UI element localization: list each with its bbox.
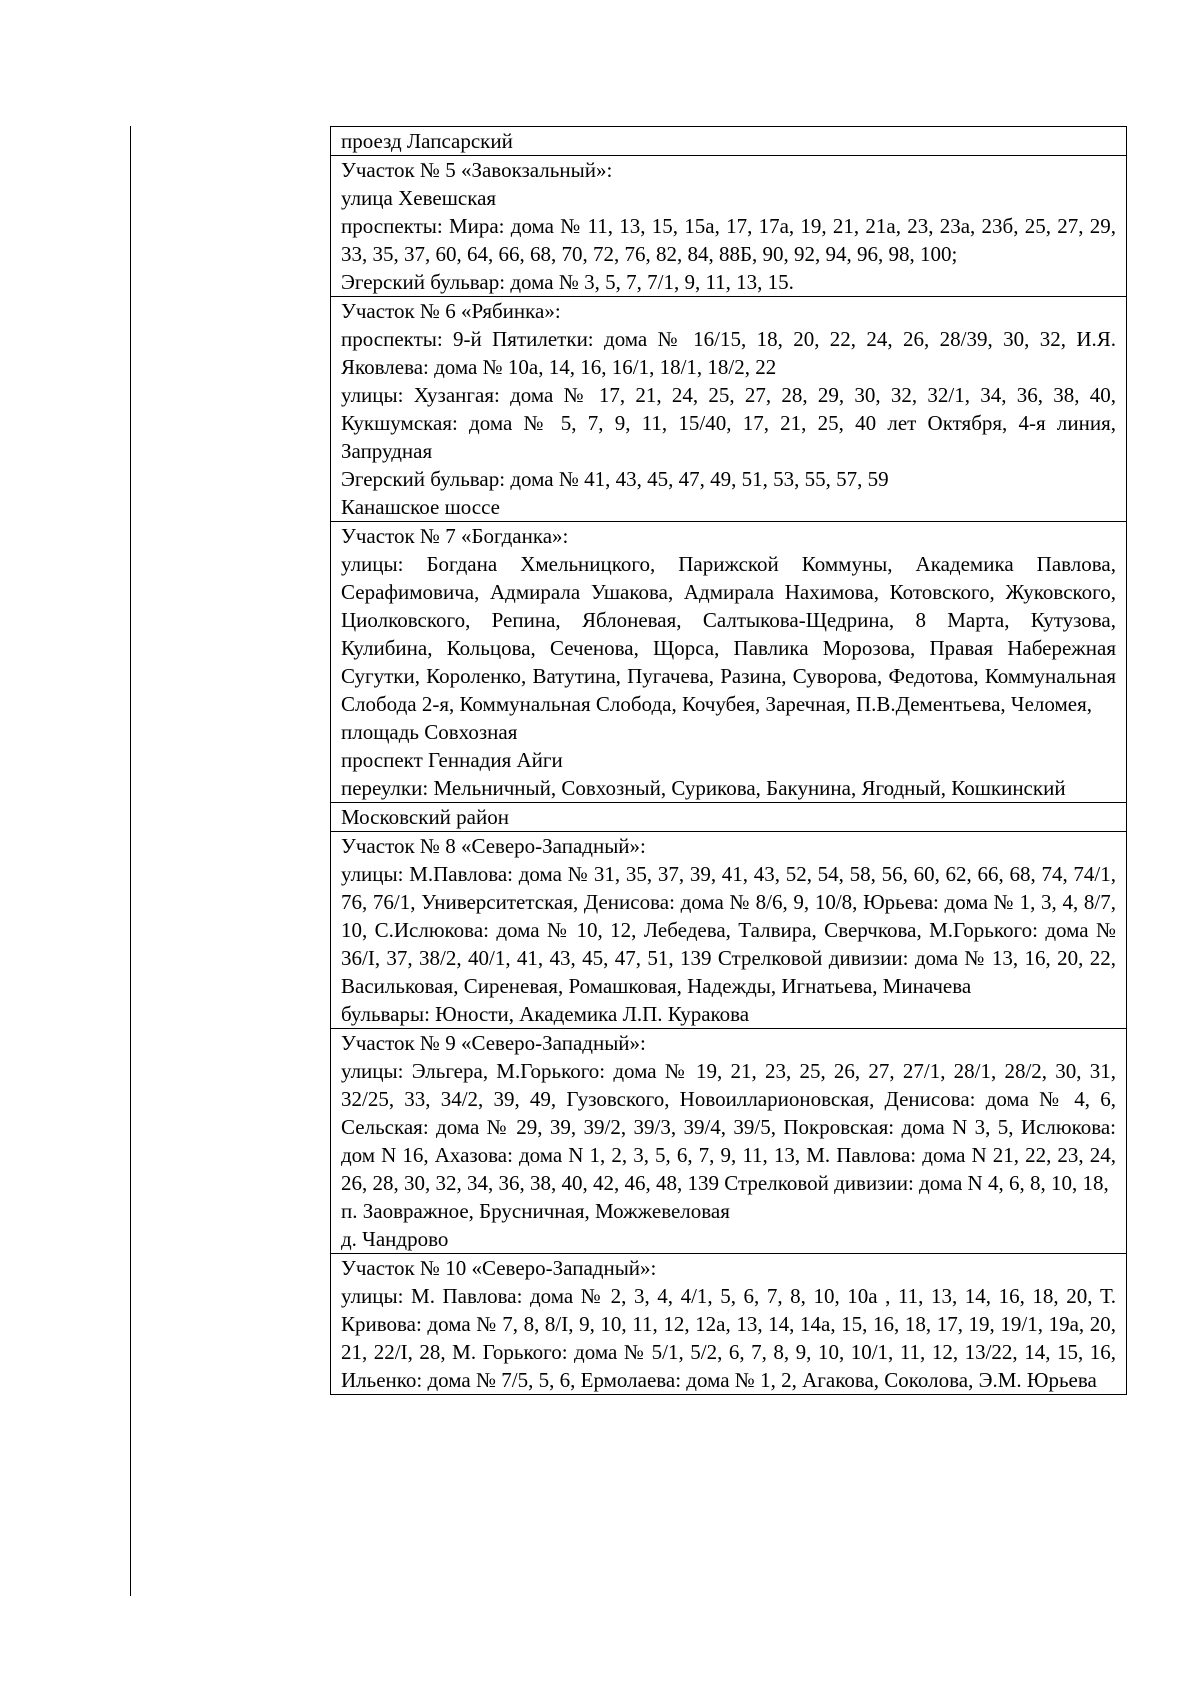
cell-line: проспекты: 9-й Пятилетки: дома № 16/15, 18, 20, 22, 24, 26, 28/39, 30, 32, И.Я. Яковлева: дома № 10а, 14, 16, 16/1, 18/1, 18/2, 22	[341, 327, 1116, 379]
table-cell	[331, 127, 1127, 156]
table-cell	[331, 156, 1127, 297]
cell-line: улицы: Хузангая: дома № 17, 21, 24, 25, 27, 28, 29, 30, 32, 32/1, 34, 36, 38, 40, Кукшумская: дома № 5, 7, 9, 11, 15/40, 17, 21, 25, 40 лет Октября, 4-я линия, Запрудная	[341, 383, 1116, 463]
table-cell	[331, 832, 1127, 1029]
table-cell	[331, 1254, 1127, 1395]
cell-line: Канашское шоссе	[341, 495, 500, 519]
table-cell	[331, 522, 1127, 803]
cell-line: п. Заовражное, Брусничная, Можжевеловая	[341, 1199, 730, 1223]
cell-line: улицы: Богдана Хмельницкого, Парижской Коммуны, Академика Павлова, Серафимовича, Адмирала Ушакова, Адмирала Нахимова, Котовского, Жуковского, Циолковского, Репина, Яблоневая, Салтыкова-Щедрина, 8 Марта, Кутузова, Кулибина, Кольцова, Сеченова, Щорса, Павлика Морозова, Правая Набережная Сугутки, Короленко, Ватутина, Пугачева, Разина, Суворова, Федотова, Коммунальная Слобода 2-я, Коммунальная Слобода, Кочубея, Заречная, П.В.Дементьева, Челомея,	[341, 552, 1116, 716]
cell-line: переулки: Мельничный, Совхозный, Сурикова, Бакунина, Ягодный, Кошкинский	[341, 776, 1066, 800]
section-title: Участок № 7 «Богданка»:	[341, 524, 569, 548]
table-row	[331, 1029, 1127, 1254]
table-row	[331, 156, 1127, 297]
districts-table	[330, 126, 1127, 1395]
cell-line: Эгерский бульвар: дома № 41, 43, 45, 47, 49, 51, 53, 55, 57, 59	[341, 467, 889, 491]
section-title: Участок № 10 «Северо-Западный»:	[341, 1256, 657, 1280]
cell-line: бульвары: Юности, Академика Л.П. Куракова	[341, 1002, 750, 1026]
cell-line: д. Чандрово	[341, 1227, 449, 1251]
section-title: Участок № 8 «Северо-Западный»:	[341, 834, 646, 858]
table-cell	[331, 1029, 1127, 1254]
cell-line: улицы: М. Павлова: дома № 2, 3, 4, 4/1, 5, 6, 7, 8, 10, 10а , 11, 13, 14, 16, 18, 20, Т. Кривова: дома № 7, 8, 8/I, 9, 10, 11, 12, 12а, 13, 14, 14а, 15, 16, 18, 17, 19, 19/1, 19а, 20, 21, 22/I, 28, М. Горького: дома № 5/1, 5/2, 6, 7, 8, 9, 10, 10/1, 11, 12, 13/22, 14, 15, 16, Ильенко: дома № 7/5, 5, 6, Ермолаева: дома № 1, 2, Агакова, Соколова, Э.М. Юрьева	[341, 1284, 1116, 1392]
table-row	[331, 297, 1127, 522]
cell-line: проспект Геннадия Айги	[341, 748, 563, 772]
table-row	[331, 832, 1127, 1029]
district-heading: Московский район	[341, 805, 509, 829]
cell-line: проезд Лапсарский	[341, 129, 513, 153]
table-row	[331, 522, 1127, 803]
table-cell	[331, 803, 1127, 832]
cell-line: улицы: М.Павлова: дома № 31, 35, 37, 39, 41, 43, 52, 54, 58, 56, 60, 62, 66, 68, 74, 74/1, 76, 76/1, Университетская, Денисова: дома № 8/6, 9, 10/8, Юрьева: дома № 1, 3, 4, 8/7, 10, С.Ислюкова: дома № 10, 12, Лебедева, Талвира, Сверчкова, М.Горького: дома № 36/I, 37, 38/2, 40/1, 41, 43, 45, 47, 51, 139 Стрелковой дивизии: дома № 13, 16, 20, 22, Васильковая, Сиреневая, Ромашковая, Надежды, Игнатьева, Миначева	[341, 862, 1116, 998]
left-margin-rule	[130, 126, 131, 1596]
section-title: Участок № 9 «Северо-Западный»:	[341, 1031, 646, 1055]
cell-line: улица Хевешская	[341, 186, 497, 210]
section-title: Участок № 5 «Завокзальный»:	[341, 158, 613, 182]
table-row	[331, 127, 1127, 156]
table-cell	[331, 297, 1127, 522]
cell-line: улицы: Эльгера, М.Горького: дома № 19, 21, 23, 25, 26, 27, 27/1, 28/1, 28/2, 30, 31, 32/25, 33, 34/2, 39, 49, Гузовского, Новоилларионовская, Денисова: дома № 4, 6, Сельская: дома № 29, 39, 39/2, 39/3, 39/4, 39/5, Покровская: дома N 3, 5, Ислюкова: дом N 16, Ахазова: дома N 1, 2, 3, 5, 6, 7, 9, 11, 13, М. Павлова: дома N 21, 22, 23, 24, 26, 28, 30, 32, 34, 36, 38, 40, 42, 46, 48, 139 Стрелковой дивизии: дома N 4, 6, 8, 10, 18,	[341, 1059, 1116, 1195]
table-row	[331, 803, 1127, 832]
cell-line: проспекты: Мира: дома № 11, 13, 15, 15а, 17, 17а, 19, 21, 21а, 23, 23а, 23б, 25, 27, 29, 33, 35, 37, 60, 64, 66, 68, 70, 72, 76, 82, 84, 88Б, 90, 92, 94, 96, 98, 100;	[341, 214, 1116, 266]
section-title: Участок № 6 «Рябинка»:	[341, 299, 561, 323]
cell-line: площадь Совхозная	[341, 720, 518, 744]
cell-line: Эгерский бульвар: дома № 3, 5, 7, 7/1, 9, 11, 13, 15.	[341, 270, 794, 294]
table-row	[331, 1254, 1127, 1395]
